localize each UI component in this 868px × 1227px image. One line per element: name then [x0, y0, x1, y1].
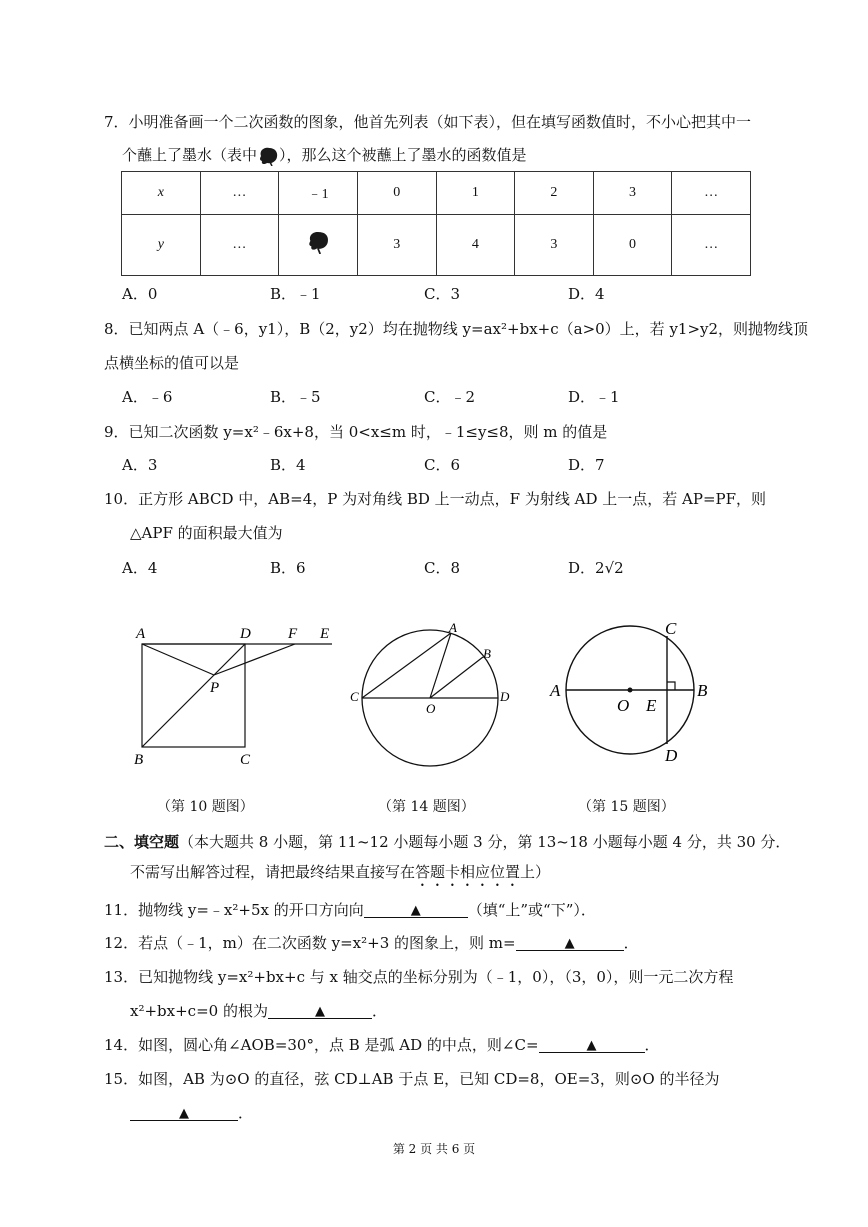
fig10-caption: （第 10 题图）	[157, 799, 254, 815]
blank-triangle-icon: ▲	[410, 903, 421, 918]
table-cell: 4	[436, 214, 515, 275]
q7-text2a: 个蘸上了墨水（表中	[122, 146, 258, 164]
table-row-x	[122, 172, 751, 215]
fig15-caption: （第 15 题图）	[578, 799, 675, 815]
q15-line2	[130, 1103, 253, 1123]
fig15-label: A	[550, 681, 561, 700]
q8-line2: 点横坐标的值可以是	[104, 354, 240, 372]
option-d[interactable]: D．4	[568, 285, 605, 303]
q8-text1: 已知两点 A（﹣6，y1），B（2，y2）均在抛物线 y=ax²+bx+c（a>0）上，若 y1>y2，则抛物线顶	[128, 320, 809, 338]
q11-answer-blank[interactable]	[364, 900, 468, 918]
q7-number: 7．	[104, 113, 129, 131]
option-b[interactable]: B．﹣1	[270, 285, 321, 303]
q13-text-after: ．	[371, 1002, 387, 1020]
q15-line1	[104, 1069, 719, 1089]
section2-text2c: 上）	[520, 863, 551, 881]
q14-text-after: ．	[644, 1036, 660, 1054]
q11-number: 11．	[104, 901, 139, 919]
table-cell: …	[672, 172, 751, 215]
q10-text1: 正方形 ABCD 中，AB=4，P 为对角线 BD 上一动点，F 为射线 AD 上一点，若 AP=PF，则	[138, 490, 767, 508]
page-footer: 第 2 页 共 6 页	[392, 1142, 476, 1156]
table-cell: y	[122, 214, 201, 275]
q7-line1	[104, 112, 751, 132]
fig14-label: O	[426, 701, 436, 716]
table-row-y	[122, 214, 751, 275]
option-c[interactable]: C．3	[424, 285, 461, 303]
q15-text-after: ．	[238, 1104, 254, 1122]
fig15-label: C	[665, 619, 677, 638]
q10-line2: △APF 的面积最大值为	[130, 524, 283, 542]
q11-line	[104, 900, 596, 920]
table-cell: 1	[436, 172, 515, 215]
q13-line2	[130, 1001, 387, 1021]
q15-text1: 如图，AB 为⊙O 的直径，弦 CD⊥AB 于点 E，已知 CD=8，OE=3，则⊙O 的半径为	[138, 1070, 720, 1088]
blank-triangle-icon: ▲	[586, 1038, 597, 1053]
fig14-caption: （第 14 题图）	[378, 799, 475, 815]
option-d[interactable]: D．7	[568, 456, 605, 474]
q9-line1	[104, 422, 607, 442]
q14-number: 14．	[104, 1036, 139, 1054]
q9-text1: 已知二次函数 y=x²﹣6x+8，当 0<x≤m 时，﹣1≤y≤8，则 m 的值是	[128, 423, 608, 441]
table-cell: 3	[593, 172, 672, 215]
figure-10	[130, 622, 340, 772]
table-cell: 0	[593, 214, 672, 275]
q13-number: 13．	[104, 968, 139, 986]
option-c[interactable]: C．﹣2	[424, 388, 476, 406]
q8-number: 8．	[104, 320, 129, 338]
q7-line2	[122, 145, 527, 166]
q10-line1	[104, 489, 766, 509]
fig15-label: O	[617, 696, 630, 715]
q9-number: 9．	[104, 423, 129, 441]
option-c[interactable]: C．6	[424, 456, 461, 474]
q12-number: 12．	[104, 934, 139, 952]
ink-blot-icon	[257, 146, 279, 166]
table-cell: 0	[357, 172, 436, 215]
table-cell: ﹣1	[279, 172, 358, 215]
figure-15	[545, 616, 720, 770]
q13-text1: 已知抛物线 y=x²+bx+c 与 x 轴交点的坐标分别为（﹣1，0），（3，0），则一元二次方程	[138, 968, 734, 986]
option-c[interactable]: C．8	[424, 559, 461, 577]
option-b[interactable]: B．4	[270, 456, 306, 474]
option-a[interactable]: A．3	[122, 456, 158, 474]
fig14-label: C	[350, 689, 359, 704]
fig14-label: D	[500, 689, 510, 704]
section2-text2a: 不需写出解答过程，请把最终结果直接写在	[130, 863, 416, 881]
section2-text1: （本大题共 8 小题，第 11~12 小题每小题 3 分，第 13~18 小题每小题 4 分，共 30 分．	[179, 833, 791, 851]
section2-line1	[104, 832, 790, 852]
fig10-label: C	[240, 752, 251, 768]
q14-line	[104, 1035, 660, 1055]
blank-triangle-icon: ▲	[564, 936, 575, 951]
table-cell: 2	[515, 172, 594, 215]
table-cell: …	[200, 172, 279, 215]
ink-blot-icon	[306, 230, 330, 254]
q13-text2: x²+bx+c=0 的根为	[130, 1002, 268, 1020]
q12-line	[104, 933, 639, 953]
fig10-label: A	[136, 626, 146, 642]
table-cell: …	[200, 214, 279, 275]
q7-text1: 小明准备画一个二次函数的图象，他首先列表（如下表），但在填写函数值时，不小心把其中一	[128, 113, 752, 131]
table-cell: 3	[357, 214, 436, 275]
fig10-label: B	[134, 752, 144, 768]
table-cell: x	[122, 172, 201, 215]
fig10-label: F	[288, 626, 298, 642]
option-a[interactable]: A．4	[122, 559, 158, 577]
q14-text: 如图，圆心角∠AOB=30°，点 B 是弧 AD 的中点，则∠C=	[138, 1036, 539, 1054]
q7-value-table	[121, 171, 751, 276]
q7-text2b: ），那么这个被蘸上了墨水的函数值是	[279, 146, 527, 164]
q15-answer-blank[interactable]	[130, 1103, 238, 1121]
q15-number: 15．	[104, 1070, 139, 1088]
figure-14	[345, 620, 515, 770]
q12-text: 若点（﹣1，m）在二次函数 y=x²+3 的图象上，则 m=	[138, 934, 516, 952]
section2-line2	[130, 862, 550, 890]
fig15-label: D	[665, 746, 678, 765]
section2-heading: 二、填空题	[104, 833, 180, 851]
fig10-label: E	[320, 626, 330, 642]
option-b[interactable]: B．﹣5	[270, 388, 321, 406]
option-a[interactable]: A．﹣6	[122, 388, 173, 406]
q14-answer-blank[interactable]	[539, 1035, 645, 1053]
fig10-label: D	[240, 626, 251, 642]
option-d[interactable]: D．2√2	[568, 559, 624, 577]
q11-text: 抛物线 y=﹣x²+5x 的开口方向向	[138, 901, 364, 919]
option-d[interactable]: D．﹣1	[568, 388, 620, 406]
q8-line1	[104, 319, 808, 339]
fig10-label: P	[210, 680, 220, 696]
q10-number: 10．	[104, 490, 139, 508]
blank-triangle-icon: ▲	[179, 1106, 189, 1121]
fig15-label: B	[697, 681, 708, 700]
option-b[interactable]: B．6	[270, 559, 306, 577]
q13-answer-blank[interactable]	[268, 1001, 372, 1019]
table-cell	[279, 214, 358, 275]
q13-line1	[104, 967, 733, 987]
fig15-label: E	[646, 696, 657, 715]
blank-triangle-icon: ▲	[314, 1004, 325, 1019]
fig14-label: A	[449, 620, 457, 635]
table-cell: 3	[515, 214, 594, 275]
fig14-label: B	[483, 646, 491, 661]
q12-answer-blank[interactable]	[516, 933, 624, 951]
table-cell: …	[672, 214, 751, 275]
q11-text-after: （填“上”或“下”）．	[467, 901, 596, 919]
section2-emphasis: 答题卡相应位置	[415, 863, 521, 881]
q12-text-after: ．	[623, 934, 639, 952]
option-a[interactable]: A．0	[122, 285, 158, 303]
